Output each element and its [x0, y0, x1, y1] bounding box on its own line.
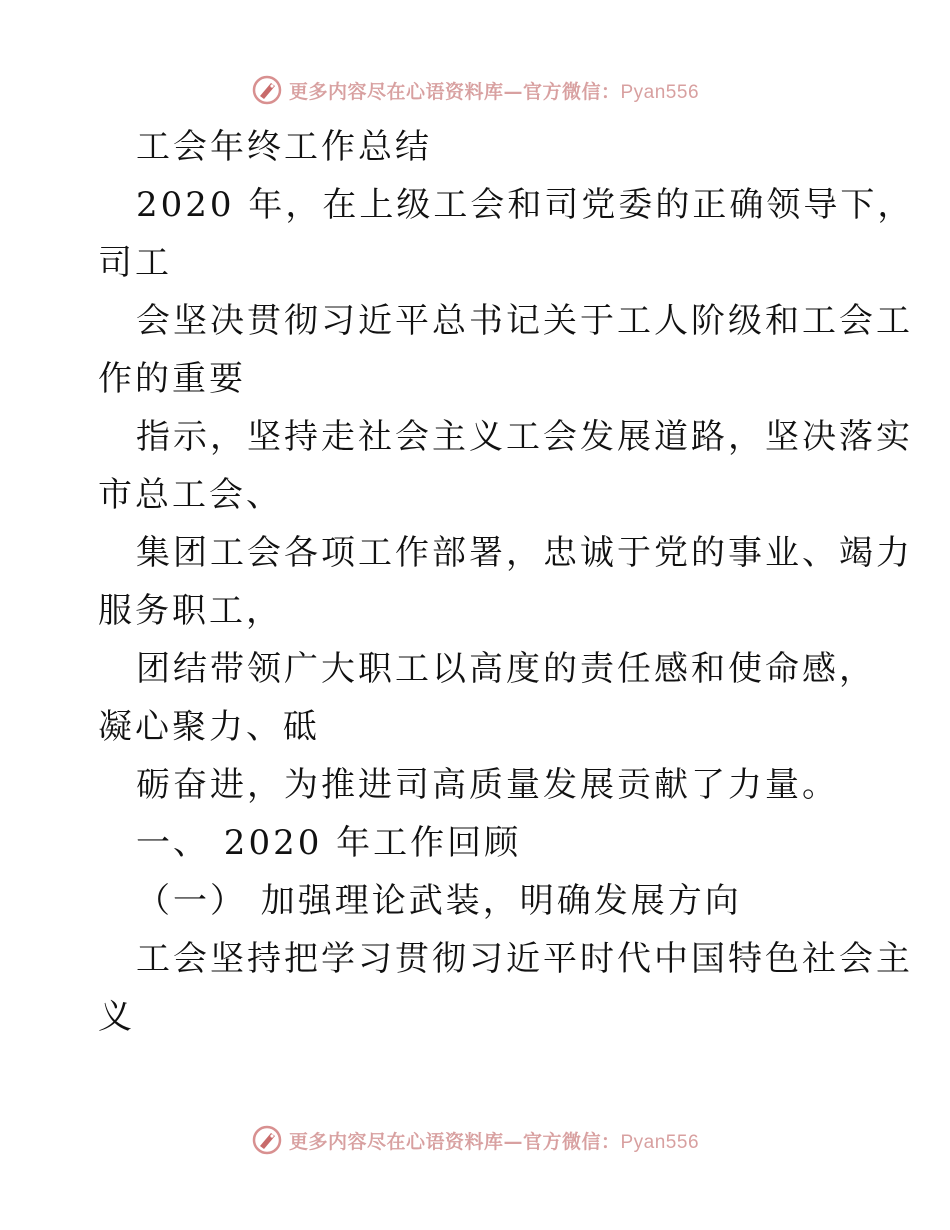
paragraph-line: 作的重要 [98, 359, 246, 399]
paragraph-line: 义 [98, 997, 135, 1037]
paragraph-line: 2020 年，在上级工会和司党委的正确领导下， [136, 185, 915, 225]
footer-watermark-banner [0, 1120, 950, 1160]
header-watermark-banner [0, 70, 950, 110]
paragraph-line: 工会坚持把学习贯彻习近平时代中国特色社会主 [136, 939, 913, 979]
paragraph-line: 团结带领广大职工以高度的责任感和使命感， [136, 649, 876, 689]
document-title: 工会年终工作总结 [136, 127, 432, 167]
watermark-text: 更多内容尽在心语资料库—官方微信：Pyan556 [288, 80, 700, 103]
section-heading: 一、 2020 年工作回顾 [136, 823, 522, 863]
paragraph-line: 市总工会、 [98, 475, 283, 515]
pen-nib-logo-icon [251, 1124, 283, 1156]
paragraph-line: 指示，坚持走社会主义工会发展道路，坚决落实 [136, 417, 913, 457]
paragraph-line: 服务职工， [98, 591, 283, 631]
paragraph-line: 司工 [98, 243, 172, 283]
paragraph-line: 凝心聚力、砥 [98, 707, 320, 747]
watermark-text: 更多内容尽在心语资料库—官方微信：Pyan556 [288, 1130, 700, 1153]
subsection-heading: （一） 加强理论武装，明确发展方向 [136, 881, 742, 921]
paragraph-line: 砺奋进，为推进司高质量发展贡献了力量。 [136, 765, 839, 805]
paragraph-line: 集团工会各项工作部署，忠诚于党的事业、竭力 [136, 533, 913, 573]
pen-nib-logo-icon [251, 74, 283, 106]
document-body [98, 118, 915, 1046]
paragraph-line: 会坚决贯彻习近平总书记关于工人阶级和工会工 [136, 301, 913, 341]
